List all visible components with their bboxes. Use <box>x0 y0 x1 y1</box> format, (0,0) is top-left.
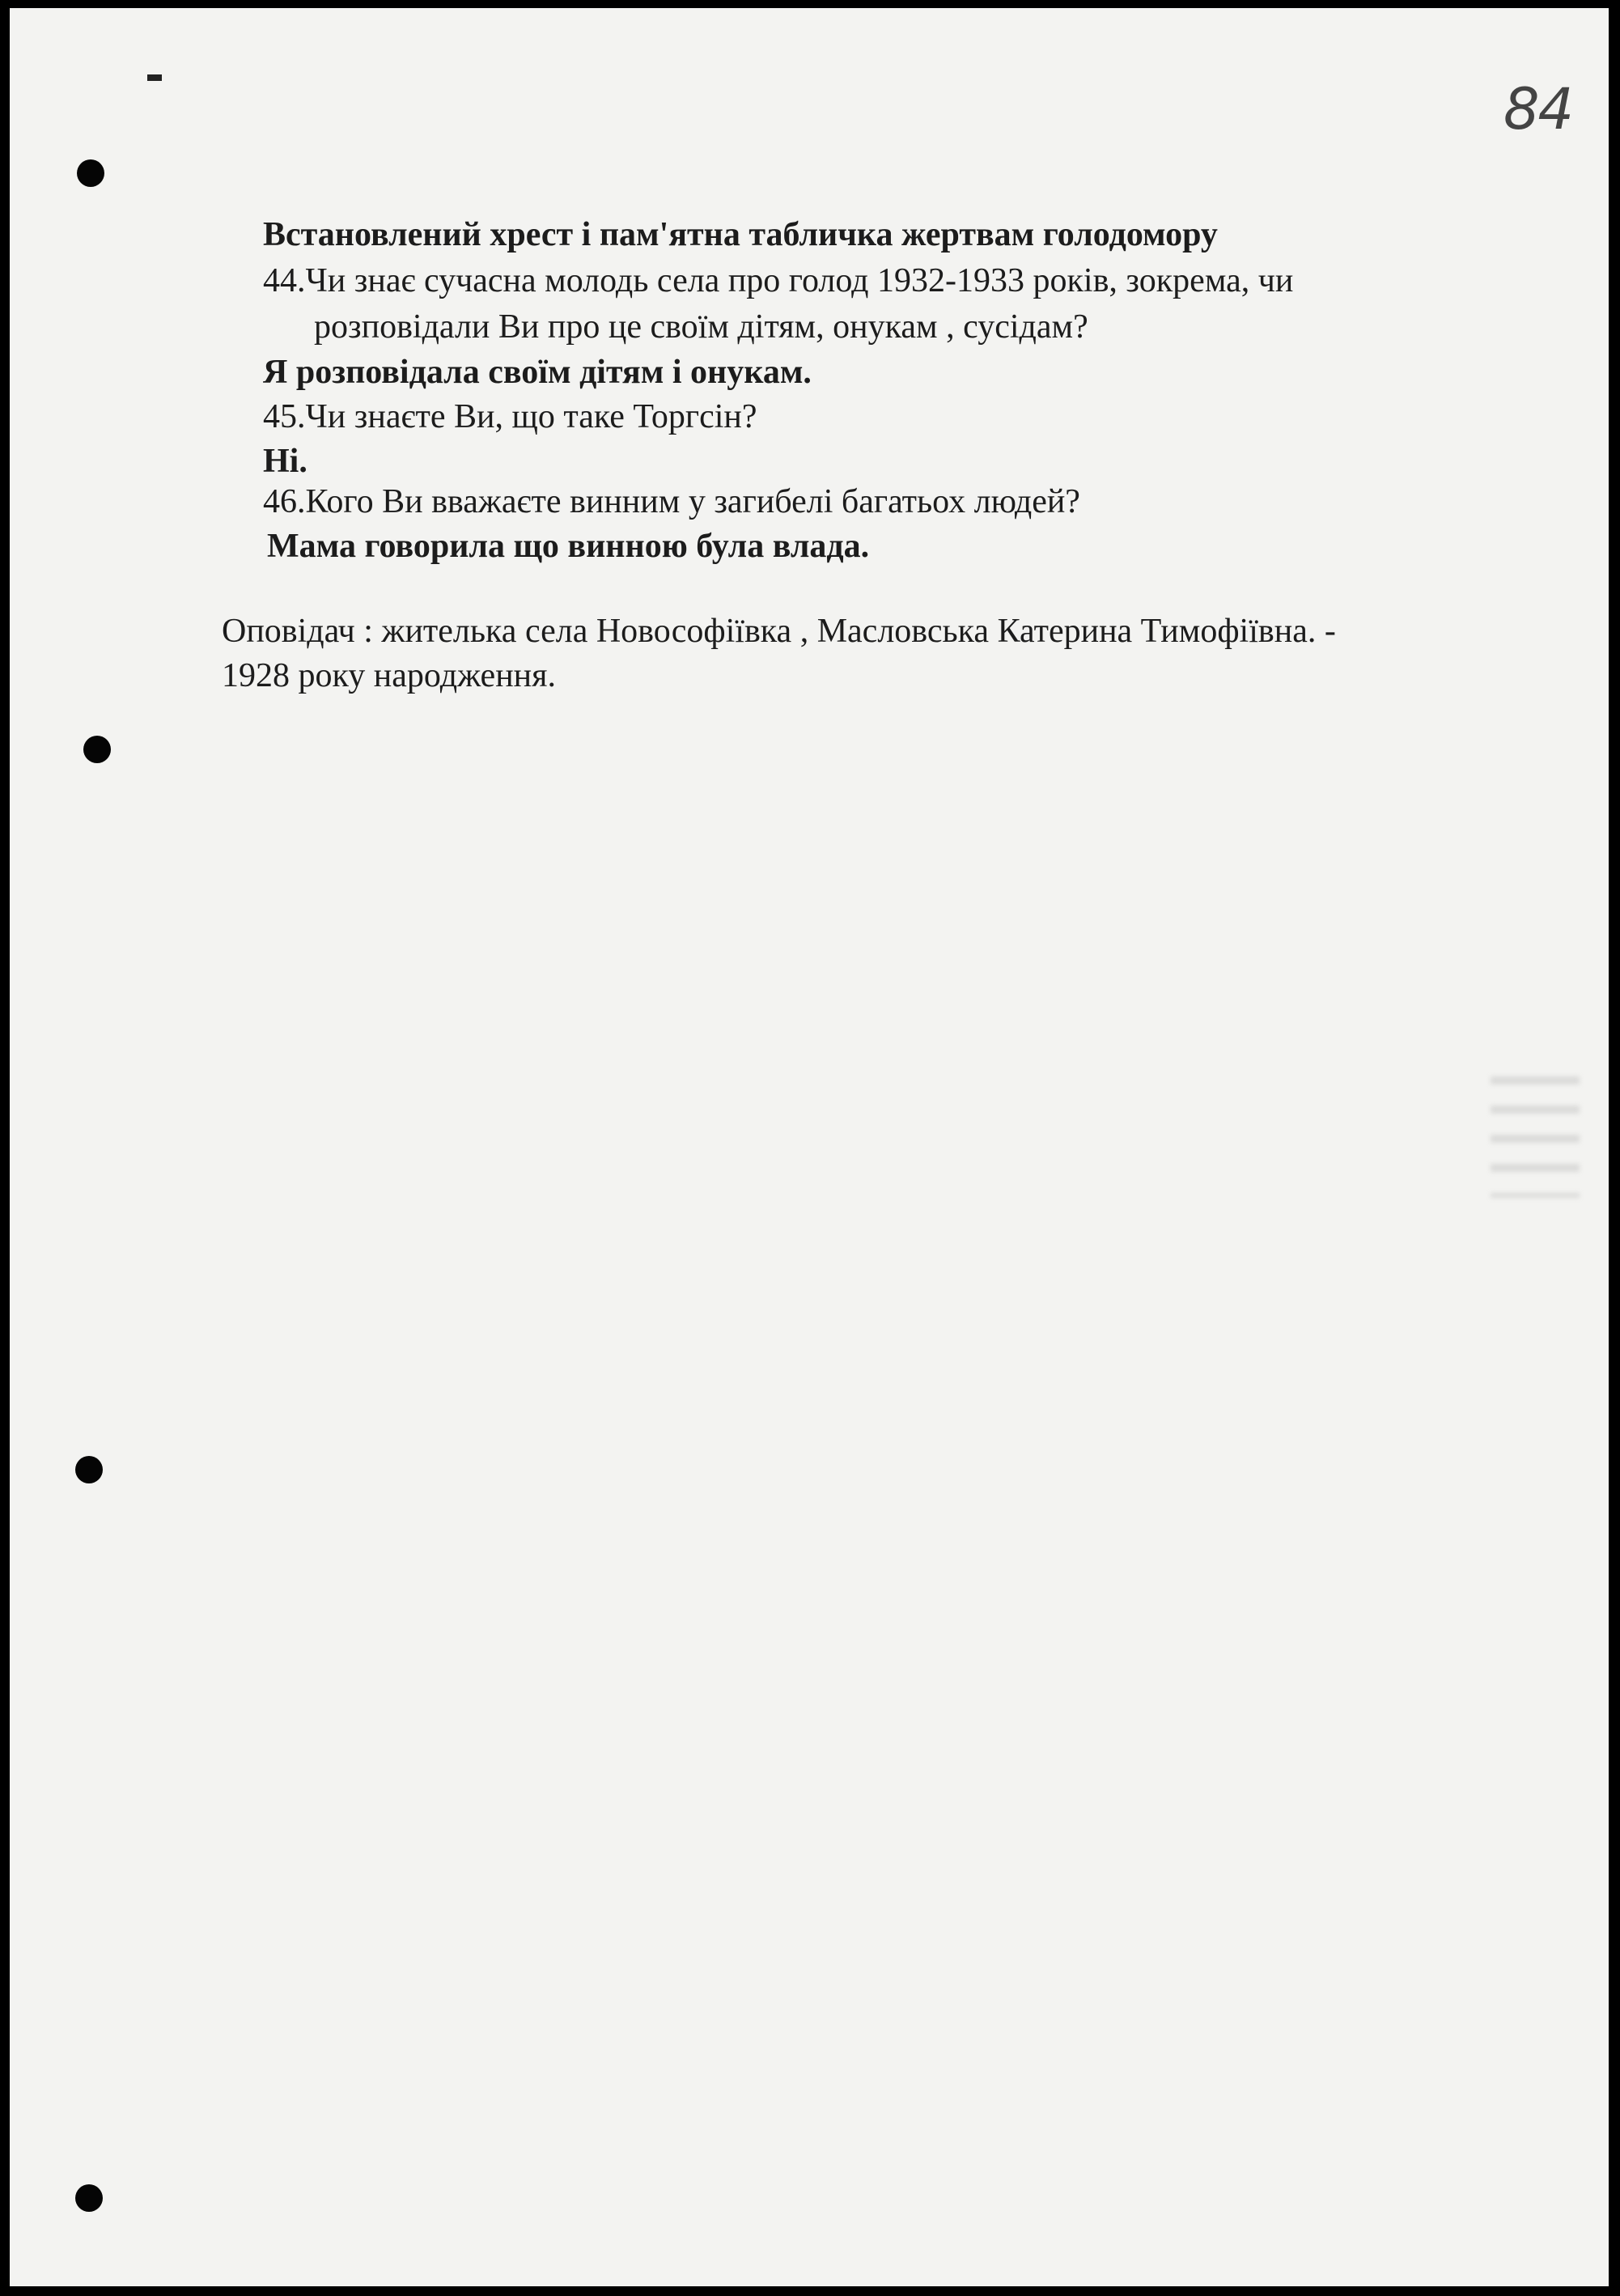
answer-45: Ні. <box>263 443 307 480</box>
corner-mark <box>147 74 162 81</box>
answer-46: Мама говорила що винною була влада. <box>267 528 870 565</box>
question-44 <box>263 261 1293 301</box>
question-number: 44. <box>263 262 306 299</box>
answer-44: Я розповідала своїм дітям і онукам. <box>263 354 812 391</box>
document-page <box>10 8 1609 2286</box>
punch-hole <box>77 159 104 187</box>
question-text: Чи знає сучасна молодь села про голод 1932-1933 років, зокрема, чи <box>305 262 1294 299</box>
scan-smudge <box>1491 1076 1580 1198</box>
question-text: Кого Ви вважаєте винним у загибелі багатьох людей? <box>305 483 1080 520</box>
question-45 <box>263 397 757 437</box>
punch-hole <box>83 736 111 763</box>
punch-hole <box>75 1456 103 1483</box>
heading: Встановлений хрест і пам'ятна табличка жертвам голодомору <box>263 216 1218 253</box>
question-number: 46. <box>263 483 306 520</box>
question-number: 45. <box>263 398 306 435</box>
narrator-line-1: Оповідач : жителька села Новософіївка , Масловська Катерина Тимофіївна. - <box>222 613 1336 650</box>
question-44-continuation: розповідали Ви про це своїм дітям, онукам , сусідам? <box>314 308 1088 346</box>
page-number: 84 <box>1503 76 1573 142</box>
punch-hole <box>75 2184 103 2212</box>
narrator-line-2: 1928 року народження. <box>222 657 556 694</box>
question-text: Чи знаєте Ви, що таке Торгсін? <box>305 398 757 435</box>
question-46 <box>263 482 1080 522</box>
